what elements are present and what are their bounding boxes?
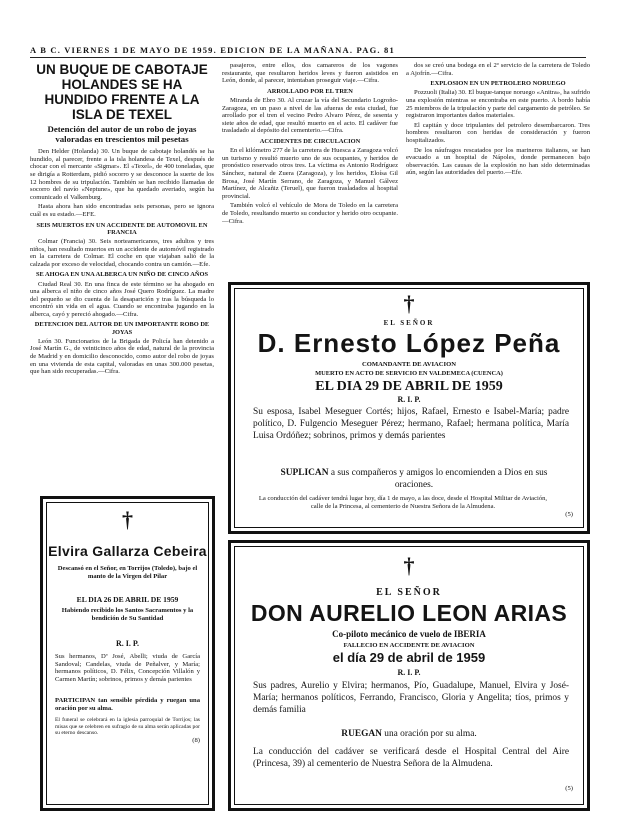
cross-icon: † [403, 291, 415, 316]
section-title: ARROLLADO POR EL TREN [267, 87, 353, 95]
sacraments: Habiendo recibido los Santos Sacramentos y la bendición de Su Santidad [61, 607, 194, 622]
notice-label: EL SEÑOR [376, 587, 442, 598]
section-title: EXPLOSION EN UN PETROLERO NORUEGO [430, 80, 566, 88]
family-list: Sus padres, Aurelio y Elvira; hermanos, Pío, Guadalupe, Manuel, Elvira y José-María; hermanos políticos, Ferrando, Francisco, Gloria y Angelita; tíos, primos y demás familia [253, 681, 569, 715]
plea [275, 468, 553, 492]
death-date: EL DIA 26 DE ABRIL DE 1959 [76, 595, 179, 604]
article-paragraph: Miranda de Ebro 30. Al cruzar la vía del Secundario Logroño-Zaragoza, en un paso a nivel de las afueras de esta ciudad, fue arrollado por el tren el vecino Pedro Alvaro Pérez, de sesenta y siete años de edad, que resultó muerto en el acto. El cadáver fue trasladado al depósito del cementerio.—Cifra. [222, 96, 398, 135]
article-paragraph: En el kilómetro 277 de la carretera de Huesca a Zaragoza volcó un turismo y resultó muerto uno de sus ocupantes, y heridos de pronóstico reservado otros tres. La víctima es Antonio Rodríguez Sánchez, natural de Zuera (Zaragoza), y los heridos, Eloísa Gil Brosa, José Martín Serrano, de Zaragoza, y Manuel Gálvez Martínez, de Alcañiz (Teruel), que fueron trasladados al hospital provincial. [222, 147, 398, 200]
notice-ref: (5) [565, 511, 573, 518]
cross-icon: † [403, 553, 415, 578]
plea-verb: SUPLICAN [280, 468, 329, 478]
death-date: el día 29 de abril de 1959 [332, 650, 486, 665]
death-circumstance: Descansó en el Señor, en Torrijos (Toledo), bajo el manto de la Virgen del Pilar [57, 565, 198, 580]
deceased-name: Elvira Gallarza Cebeira [48, 543, 207, 559]
death-circumstance: FALLECIO EN ACCIDENTE DE AVIACION [343, 642, 475, 649]
section-title: ACCIDENTES DE CIRCULACION [259, 137, 361, 145]
obituary-elvira [40, 496, 215, 811]
obituary-ernesto [228, 282, 590, 534]
headline-ship: UN BUQUE DE CABOTAJE HOLANDES SE HA HUNDIDO FRENTE A LA ISLA DE TEXEL [36, 62, 208, 122]
column-1 [30, 62, 214, 492]
section-title: SE AHOGA EN UNA ALBERCA UN NIÑO DE CINCO AÑOS [35, 271, 209, 279]
burial-info: La conducción del cadáver se verificará desde el Hospital Central del Aire (Princesa, 39) al cementerio de Nuestra Señora de la Almudena. [253, 747, 569, 769]
notice-ref: (8) [192, 737, 200, 744]
section-title: DETENCION DEL AUTOR DE UN IMPORTANTE ROBO DE JOYAS [34, 321, 210, 336]
rip: R. I. P. [115, 639, 140, 648]
column-2 [222, 62, 398, 276]
rip: R. I. P. [397, 395, 421, 404]
deceased-name: DON AURELIO LEON ARIAS [250, 600, 568, 626]
death-circumstance: MUERTO EN ACTO DE SERVICIO EN VALDEMECA (CUENCA) [315, 370, 503, 377]
notice-label: EL SEÑOR [383, 319, 435, 327]
plea-verb: RUEGAN [341, 729, 382, 739]
article-paragraph: pasajeros, entre ellos, dos camareros de los vagones restaurante, que resultaron heridos leves y fueron asistidos en León, donde, al parecer, intentaban proseguir viaje.—Cifra. [222, 62, 398, 85]
article-paragraph: Pozzuoli (Italia) 30. El buque-tanque noruego «Anitra», ha sufrido una explosión mientras se encontraba en este puerto. A bordo había 25 miembros de la tripulación y parte del cargamento de petróleo. Se registraron importantes daños materiales. [406, 89, 590, 120]
deceased-name: D. Ernesto López Peña [257, 328, 561, 358]
article-paragraph: El capitán y doce tripulantes del petrolero desembarcaron. Tres hombres resultaron con heridas de consideración y fueron hospitalizados. [406, 121, 590, 144]
plea [235, 729, 583, 741]
article-paragraph: León 30. Funcionarios de la Brigada de Policía han detenido a José Martín G., de veinticinco años de edad, natural de la provincia de Madrid y en domicilio desconocido, como autor del robo de joyas en una vivienda de esta capital, valoradas en unas 300.000 pesetas, que han sido recuperadas.—Cifra. [30, 337, 214, 376]
article-paragraph: También volcó el vehículo de Mora de Toledo en la carretera de Toledo, resultando muerto su conductor y herido otro ocupante.—Cifra. [222, 202, 398, 225]
obituary-aurelio [228, 540, 590, 811]
article-paragraph: Ciudad Real 30. En una finca de este término se ha ahogado en una alberca el niño de cinco años José Quero Rodríguez. La madre del pequeño se dio cuenta de la desaparición y tras la búsqueda lo encontró sin vida en el agua. Cuando se encontraba jugando en la alberca, cayó y pereció ahogado.—Cifra. [30, 280, 214, 318]
section-title: SEIS MUERTOS EN UN ACCIDENTE DE AUTOMOVIL EN FRANCIA [36, 221, 208, 236]
plea-text: a sus compañeros y amigos lo encomienden a Dios en sus oraciones. [330, 468, 548, 490]
deceased-rank: COMANDANTE DE AVIACION [361, 361, 457, 368]
death-date: EL DIA 29 DE ABRIL DE 1959 [315, 379, 503, 394]
header-rule [30, 57, 586, 58]
burial-info: La conducción del cadáver tendrá lugar hoy, día 1 de mayo, a las doce, desde el Hospital Militar de Aviación, calle de la Princesa, al cementerio de Nuestra Señora de la Almudena. [258, 495, 548, 510]
article-paragraph: De los náufragos rescatados por los marineros italianos, se han evacuado a un hospital de Nápoles, donde permanecen bajo observación. Las causas de la explosión no han sido determinadas aún, según las autoridades del puerto.—Efe. [406, 146, 590, 177]
page-header: A B C. VIERNES 1 DE MAYO DE 1959. EDICION DE LA MAÑANA. PAG. 81 [30, 45, 395, 55]
deceased-title: Co-piloto mecánico de vuelo de IBERIA [332, 629, 486, 639]
article-paragraph: dos se creó una bodega en el 2º servicio de la carretera de Toledo a Ajofrín.—Cifra. [406, 62, 590, 77]
article-paragraph: Hasta ahora han sido encontradas seis personas, pero se ignora cuál es su estado.—EFE. [30, 203, 214, 218]
plea-text: una oración por su alma. [384, 729, 477, 739]
notice-ref: (5) [565, 785, 573, 792]
plea: PARTICIPAN tan sensible pérdida y ruegan una oración por su alma. [55, 697, 200, 712]
family-list: Su esposa, Isabel Meseguer Cortés; hijos, Rafael, Ernesto e Isabel-María; padre político, D. Fulgencio Meseguer Pérez; hermano, Rafael; hermana política, María Luisa Ordóñez; sobrinos, primos y demás parientes [253, 407, 569, 441]
article-paragraph: Colmar (Francia) 30. Seis norteamericanos, tres adultos y tres niños, han resultado muertos en un accidente de automóvil registrado en la carretera de Colmar. El coche en que viajaban salió de la calzada por exceso de velocidad, chocando contra un camión.—Efe. [30, 237, 214, 268]
article-paragraph: Den Helder (Holanda) 30. Un buque de cabotaje holandés se ha hundido, al parecer, frente a la isla holandesa de Texel, después de chocar con el mercante «Sigmar». El «Texel», de 400 toneladas, que se dirigía a Rotterdam, pidió socorro y se desconoce la suerte de los 12 hombres de su tripulación. También se han recibido llamadas de socorro del navío «Neptune», que ha quedado averiado, según ha comunicado el Valkenburg. [30, 148, 214, 201]
subhead-jewels: Detención del autor de un robo de joyas valoradas en trescientos mil pesetas [47, 124, 197, 144]
rip: R. I. P. [397, 668, 421, 677]
funeral-info: El funeral se celebrará en la iglesia parroquial de Torrijos; las misas que se celebren en sufragio de su alma serán aplicadas por su eterno descanso. [55, 717, 200, 737]
column-3 [406, 62, 590, 276]
cross-icon: † [122, 507, 133, 532]
family-list: Sus hermanos, Dª José, Abelli; viuda de García Sandoval; Candelas, viuda de Peñalver, y María; hermanos políticos, D. Félix, Concepción Villalón y Carmen Martín; sobrinos, primos y demás parientes [55, 653, 200, 683]
